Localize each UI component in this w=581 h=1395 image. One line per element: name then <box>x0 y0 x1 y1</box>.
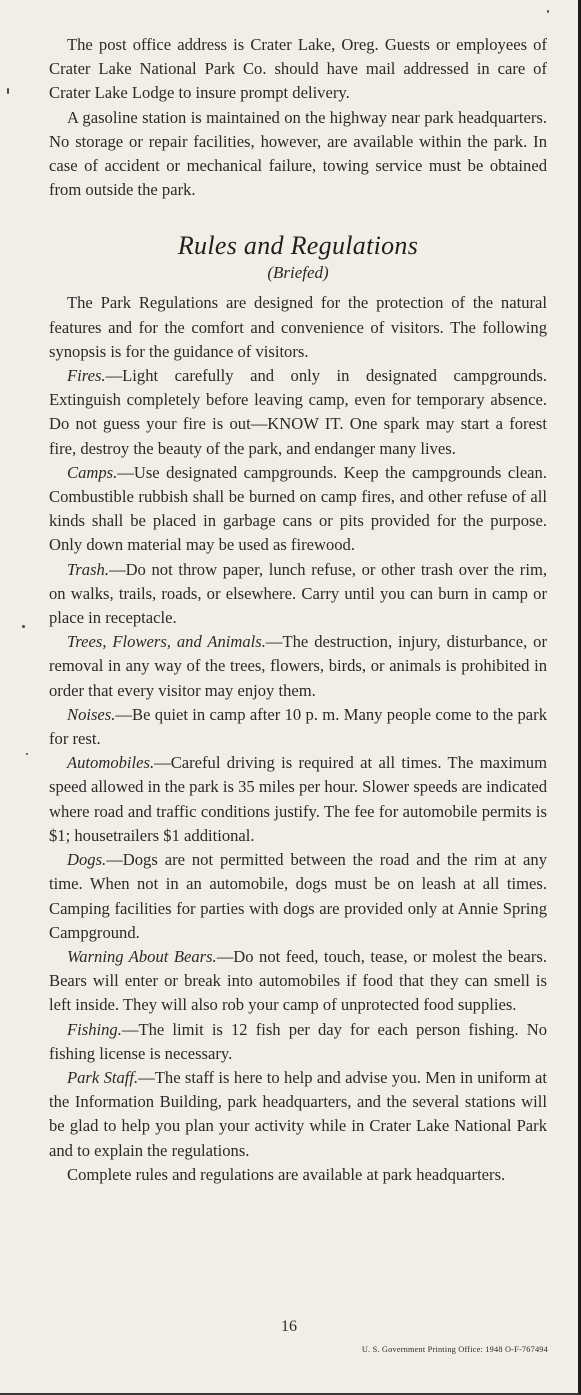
paper-speck <box>547 10 549 13</box>
intro-paragraph: The post office address is Crater Lake, Oreg. Guests or employees of Crater Lake National Park Co. should have mail addressed in care of Crater Lake Lodge to insure prompt delivery. <box>49 35 547 103</box>
rule-text: —Dogs are not permitted between the road and the rim at any time. When not in an automobile, dogs must be on leash at all times. Camping facilities for parties with dogs are provided only at Annie Spring Campground. <box>49 850 547 942</box>
rule-term: Fires. <box>67 366 106 386</box>
rule-text: —Do not throw paper, lunch refuse, or other trash over the rim, on walks, trails, roads, or elsewhere. Carry until you can burn in camp or place in receptacle. <box>49 559 547 628</box>
rule-term: Warning About Bears. <box>67 946 217 966</box>
rule-bears <box>49 945 547 1018</box>
rule-trash <box>49 558 547 631</box>
closing-paragraph: Complete rules and regulations are available at park headquarters. <box>67 1164 506 1184</box>
rule-text: —Do not feed, touch, tease, or molest the bears. Bears will enter or break into automobiles if food that they can smell is left inside. They will also rob your camp of unprotected food supplies. <box>49 946 547 1015</box>
printing-office-imprint: U. S. Government Printing Office: 1948 O-F-767494 <box>361 1345 548 1354</box>
rule-fishing <box>49 1018 547 1066</box>
rule-automobiles <box>49 751 547 848</box>
rule-term: Fishing. <box>67 1019 122 1039</box>
section-lead: The Park Regulations are designed for the protection of the natural features and for the comfort and convenience of visitors. The following synopsis is for the guidance of visitors. <box>49 293 547 361</box>
rule-trees-flowers-animals <box>49 630 547 703</box>
page-number: 16 <box>281 1318 297 1335</box>
rule-term: Camps. <box>67 462 118 482</box>
rule-term: Automobiles. <box>67 753 155 773</box>
rule-term: Trash. <box>67 559 109 579</box>
rule-text: —The staff is here to help and advise you. Men in uniform at the Information Building, park headquarters, and the several stations will be glad to help you plan your activity while in Crater Lake National Park and to explain the regulations. <box>49 1067 547 1160</box>
paper-speck <box>22 625 25 628</box>
rule-text: —Be quiet in camp after 10 p. m. Many people come to the park for rest. <box>49 704 547 749</box>
rule-text: —Use designated campgrounds. Keep the campgrounds clean. Combustible rubbish shall be burned on camp fires, and other refuse of all kinds shall be placed in garbage cans or pits provided for the purpose. Only down material may be used as firewood. <box>49 462 547 555</box>
section-title: Rules and Regulations <box>177 231 419 261</box>
rule-term: Trees, Flowers, and Animals. <box>67 632 266 652</box>
rule-term: Park Staff. <box>67 1067 139 1087</box>
rule-text: —The destruction, injury, disturbance, or removal in any way of the trees, flowers, birds, or animals is prohibited in order that every visitor may enjoy them. <box>49 632 547 700</box>
rule-park-staff <box>49 1066 547 1163</box>
paper-speck <box>26 753 28 755</box>
text-column <box>49 33 547 1187</box>
rule-text: —The limit is 12 fish per day for each person fishing. No fishing license is necessary. <box>49 1019 547 1063</box>
intro-paragraph: A gasoline station is maintained on the highway near park headquarters. No storage or repair facilities, however, are available within the park. In case of accident or mechanical failure, towing service must be obtained from outside the park. <box>49 107 547 200</box>
rule-term: Noises. <box>67 704 116 724</box>
rule-term: Dogs. <box>67 850 107 870</box>
rule-dogs <box>49 848 547 945</box>
rule-camps <box>49 461 547 558</box>
rule-noises <box>49 703 547 751</box>
rule-text: —Light carefully and only in designated campgrounds. Extinguish completely before leaving camp, even for temporary absence. Do not guess your fire is out—KNOW IT. One spark may start a forest fire, destroy the beauty of the park, and endanger many lives. <box>49 366 547 458</box>
rule-text: —Careful driving is required at all times. The maximum speed allowed in the park is 35 miles per hour. Slower speeds are indicated where road and traffic conditions justify. The fee for automobile permits is $1; housetrailers $1 additional. <box>49 753 547 845</box>
section-subtitle: (Briefed) <box>267 263 329 283</box>
paper-speck <box>7 88 9 94</box>
rule-fires <box>49 364 547 461</box>
